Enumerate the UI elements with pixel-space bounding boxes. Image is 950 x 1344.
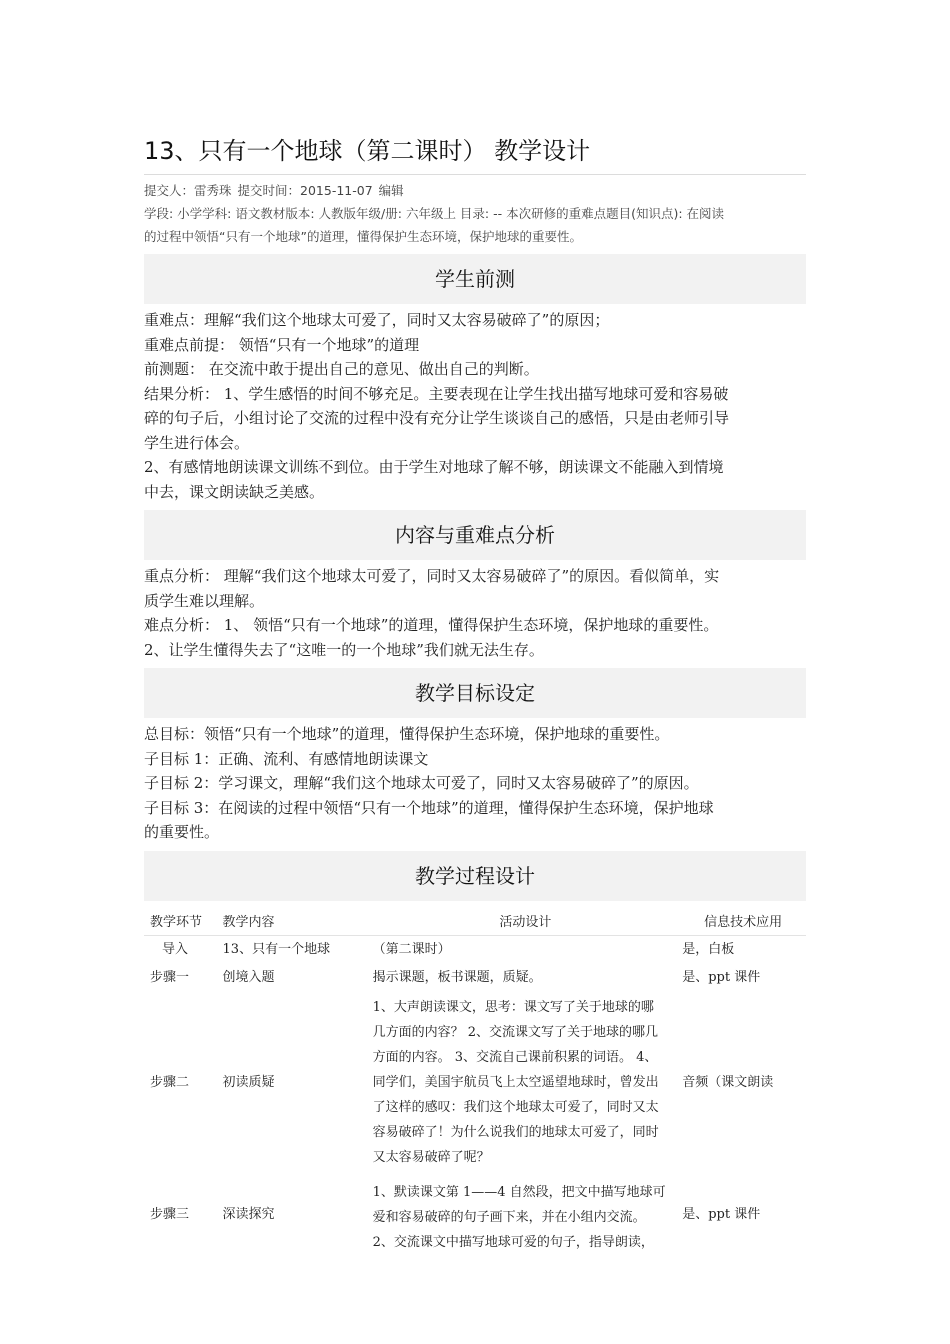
activity-line: 1、大声朗读课文，思考：课文写了关于地球的哪 — [372, 1000, 654, 1015]
info-line: 学段: 小学学科: 语文教材版本: 人教版年级/册: 六年级上 目录: -- 本次研修的重难点题目(知识点): 在阅读 — [144, 206, 725, 221]
content-cell: 13、只有一个地球 — [222, 941, 331, 957]
text-line: 难点分析： 1、 领悟“只有一个地球”的道理，懂得保护生态环境，保护地球的重要性。 — [144, 616, 719, 634]
stage-cell: 步骤二 — [150, 1075, 190, 1090]
tech-cell: 音频（课文朗读 — [682, 1075, 774, 1090]
tech-cell: 是、ppt 课件 — [682, 969, 761, 985]
goals-body — [144, 722, 806, 845]
table-header-row — [144, 907, 806, 936]
text-line: 重难点：理解“我们这个地球太可爱了，同时又太容易破碎了”的原因； — [144, 311, 610, 329]
content-cell: 创境入题 — [222, 969, 275, 985]
activity-cell — [371, 1174, 681, 1255]
column-header: 教学环节 — [144, 907, 221, 936]
text-line: 质学生难以理解。 — [144, 591, 265, 610]
stage-cell: 步骤三 — [150, 1207, 190, 1222]
text-line: 子目标 2：学习课文，理解“我们这个地球太可爱了，同时又太容易破碎了”的原因。 — [144, 774, 699, 792]
text-line: 2、有感情地朗读课文训练不到位。由于学生对地球了解不够，朗读课文不能融入到情境 — [144, 458, 724, 476]
activity-line: 又太容易破碎了呢？ — [372, 1150, 490, 1165]
content-cell: 深读探究 — [222, 1207, 275, 1222]
text-line: 子目标 3：在阅读的过程中领悟“只有一个地球”的道理，懂得保护生态环境，保护地球 — [144, 798, 714, 817]
tech-cell: 是，白板 — [682, 941, 735, 957]
stage-cell — [144, 935, 221, 963]
table-row — [144, 963, 806, 991]
submitter: 提交人：雷秀珠 — [144, 183, 232, 198]
activity-line: 爱和容易破碎的句子画下来，并在小组内交流。 — [372, 1210, 646, 1225]
text-line: 结果分析： 1、学生感悟的时间不够充足。主要表现在让学生找出描写地球可爱和容易破 — [144, 384, 729, 403]
table-row — [144, 991, 806, 1174]
document-page — [144, 130, 806, 1255]
text-line: 2、让学生懂得失去了“这唯一的一个地球”我们就无法生存。 — [144, 640, 544, 659]
text-line: 子目标 1：正确、流利、有感情地朗读课文 — [144, 749, 429, 768]
tech-cell: 是、ppt 课件 — [682, 1207, 761, 1222]
activity-line: 同学们，美国宇航员飞上太空遥望地球时，曾发出 — [372, 1075, 659, 1090]
stage-cell: 步骤一 — [150, 969, 190, 985]
section-heading-process: 教学过程设计 — [144, 851, 806, 901]
activity-line: 2、交流课文中描写地球可爱的句子，指导朗读， — [372, 1235, 654, 1250]
table-row — [144, 935, 806, 963]
activity-line: 1、默读课文第 1——4 自然段，把文中描写地球可 — [372, 1185, 666, 1200]
activity-cell — [371, 935, 681, 963]
content-cell: 初读质疑 — [222, 1075, 275, 1090]
section-heading-goals: 教学目标设定 — [144, 668, 806, 718]
activity-cell — [371, 991, 681, 1174]
text-line: 重难点前提： 领悟“只有一个地球”的道理 — [144, 335, 420, 354]
pretest-body — [144, 308, 806, 504]
info-line: 的过程中领悟“只有一个地球”的道理，懂得保护生态环境，保护地球的重要性。 — [144, 229, 582, 244]
activity-line: （第二课时） — [372, 941, 451, 957]
text-line: 总目标：领悟“只有一个地球”的道理，懂得保护生态环境，保护地球的重要性。 — [144, 725, 670, 743]
stage-label: 导入 — [162, 941, 189, 957]
column-header: 活动设计 — [371, 907, 681, 936]
edit-link[interactable]: 编辑 — [378, 183, 404, 198]
analysis-body — [144, 564, 806, 662]
text-line: 学生进行体会。 — [144, 433, 250, 452]
submit-time: 提交时间：2015-11-07 — [237, 183, 373, 198]
activity-line: 揭示课题，板书课题，质疑。 — [372, 969, 542, 985]
process-table — [144, 907, 806, 1256]
activity-cell — [371, 963, 681, 991]
section-heading-analysis: 内容与重难点分析 — [144, 510, 806, 560]
table-row — [144, 1174, 806, 1255]
text-line: 中去，课文朗读缺乏美感。 — [144, 482, 325, 501]
course-info — [144, 202, 806, 248]
column-header: 信息技术应用 — [680, 907, 806, 936]
activity-line: 了这样的感叹：我们这个地球太可爱了，同时又太 — [372, 1100, 659, 1115]
column-header: 教学内容 — [221, 907, 371, 936]
submission-meta — [144, 179, 806, 202]
activity-line: 方面的内容。 3、交流自己课前积累的词语。 4、 — [372, 1050, 658, 1065]
activity-line: 几方面的内容？ 2、交流课文写了关于地球的哪几 — [372, 1025, 659, 1040]
text-line: 重点分析： 理解“我们这个地球太可爱了，同时又太容易破碎了”的原因。看似简单，实 — [144, 567, 720, 585]
text-line: 的重要性。 — [144, 823, 220, 841]
page-title: 13、只有一个地球（第二课时） 教学设计 — [144, 130, 806, 175]
text-line: 前测题： 在交流中敢于提出自己的意见、做出自己的判断。 — [144, 360, 539, 378]
activity-line: 容易破碎了！为什么说我们的地球太可爱了，同时 — [372, 1125, 659, 1140]
text-line: 碎的句子后，小组讨论了交流的过程中没有充分让学生谈谈自己的感悟，只是由老师引导 — [144, 409, 730, 427]
section-heading-pretest: 学生前测 — [144, 254, 806, 304]
